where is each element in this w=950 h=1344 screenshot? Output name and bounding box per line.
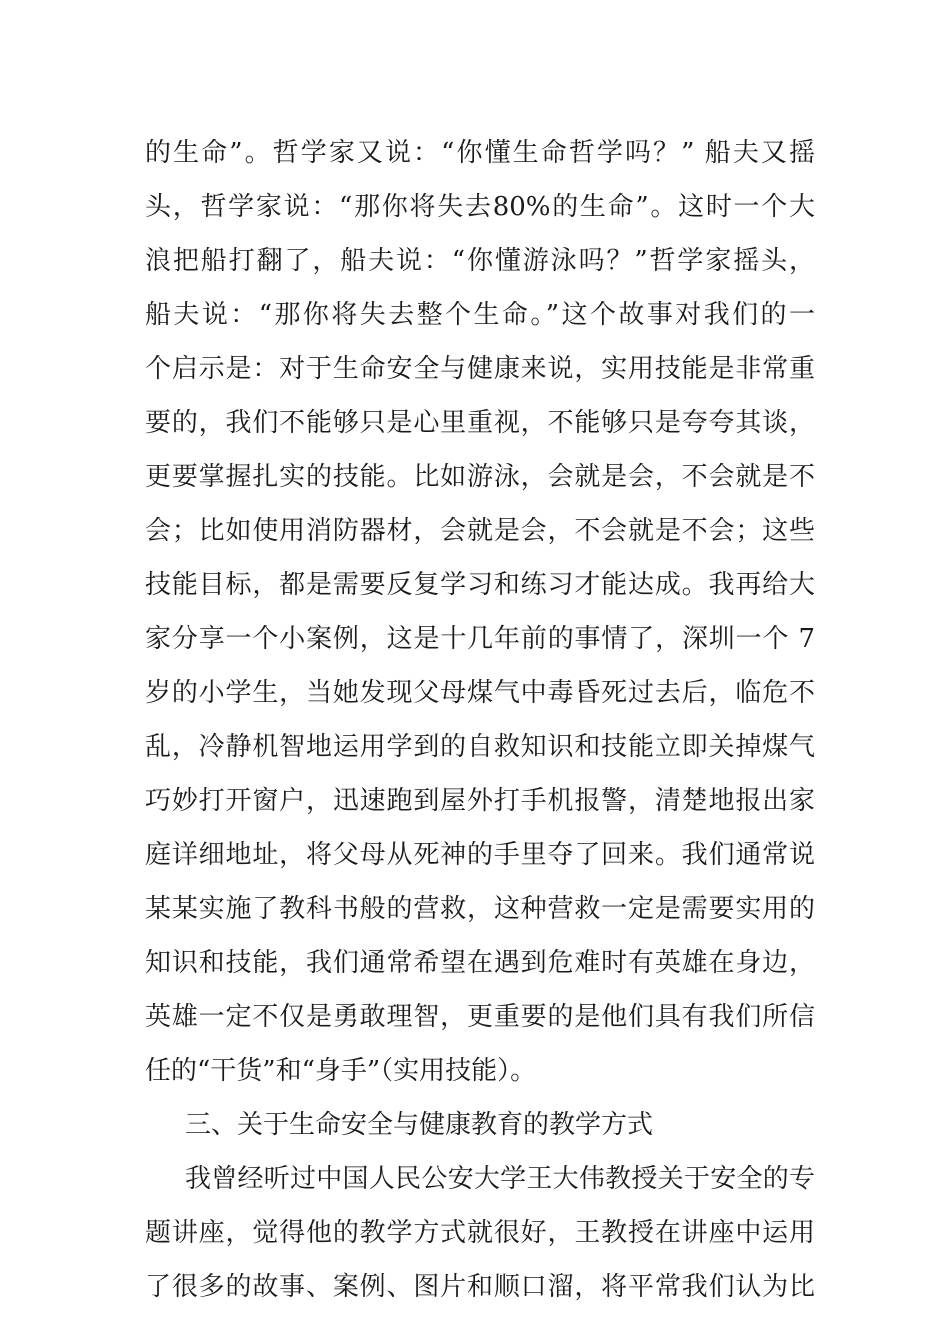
text-line: 英雄一定不仅是勇敢理智，更重要的是他们具有我们所信 <box>145 1002 815 1032</box>
paragraph-first-line: 我曾经听过中国人民公安大学王大伟教授关于安全的专 <box>185 1164 815 1194</box>
text-line: 乱，冷静机智地运用学到的自救知识和技能立即关掉煤气 <box>145 732 815 762</box>
text-line: 某某实施了教科书般的营救，这种营救一定是需要实用的 <box>145 894 815 924</box>
text-line: 巧妙打开窗户，迅速跑到屋外打手机报警，清楚地报出家 <box>145 786 815 816</box>
text-line: 的生命”。哲学家又说：“你懂生命哲学吗？” 船夫又摇 <box>145 138 815 168</box>
text-line: 庭详细地址，将父母从死神的手里夺了回来。我们通常说 <box>145 840 815 870</box>
text-line: 知识和技能，我们通常希望在遇到危难时有英雄在身边， <box>145 948 815 978</box>
body-text <box>145 126 815 1314</box>
text-line: 了很多的故事、案例、图片和顺口溜，将平常我们认为比 <box>145 1272 815 1302</box>
text-line: 头，哲学家说：“那你将失去80%的生命”。这时一个大 <box>145 192 815 222</box>
text-line-last: 任的“干货”和“身手”（实用技能）。 <box>145 1056 537 1086</box>
text-line: 技能目标，都是需要反复学习和练习才能达成。我再给大 <box>145 570 815 600</box>
text-line: 个启示是：对于生命安全与健康来说，实用技能是非常重 <box>145 354 815 384</box>
text-line: 家分享一个小案例，这是十几年前的事情了，深圳一个 7 <box>145 624 815 654</box>
text-line: 会；比如使用消防器材，会就是会，不会就是不会；这些 <box>145 516 815 546</box>
text-line: 更要掌握扎实的技能。比如游泳，会就是会，不会就是不 <box>145 462 815 492</box>
text-line: 船夫说：“那你将失去整个生命。”这个故事对我们的一 <box>145 300 815 330</box>
text-line: 要的，我们不能够只是心里重视，不能够只是夸夸其谈， <box>145 408 815 438</box>
text-line: 浪把船打翻了，船夫说：“你懂游泳吗？”哲学家摇头， <box>145 246 815 276</box>
text-line: 题讲座，觉得他的教学方式就很好，王教授在讲座中运用 <box>145 1218 815 1248</box>
text-line: 岁的小学生，当她发现父母煤气中毒昏死过去后，临危不 <box>145 678 815 708</box>
section-heading: 三、关于生命安全与健康教育的教学方式 <box>185 1110 654 1140</box>
